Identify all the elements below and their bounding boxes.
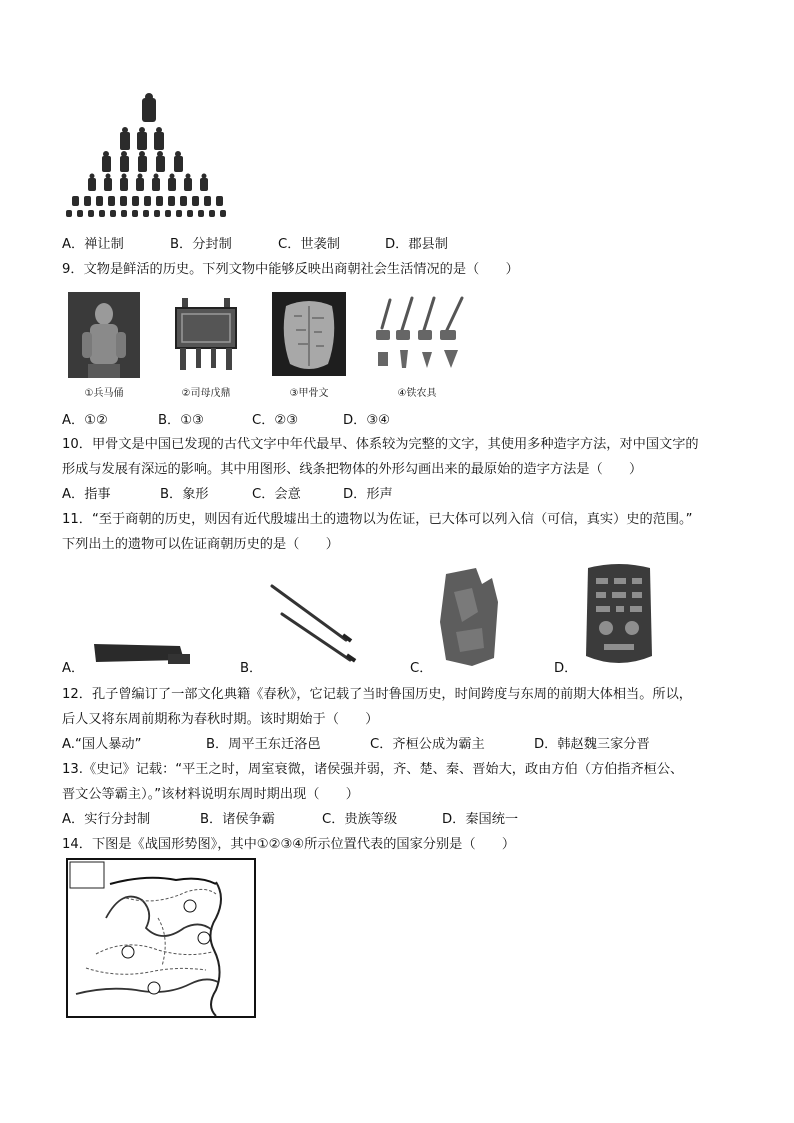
q13-option-d[interactable]: D．秦国统一 — [442, 812, 519, 827]
oracle-bone-photo — [272, 292, 346, 376]
caption-ding: ②司母戊鼎 — [181, 388, 231, 399]
q9-stem: 9．文物是鲜活的历史。下列文物中能够反映出商朝社会生活情况的是（ ） — [62, 262, 519, 277]
q8-option-a[interactable]: A．禅让制 — [62, 237, 124, 252]
q11-option-b[interactable]: B． — [240, 661, 263, 676]
terracotta-warrior-photo — [68, 292, 140, 378]
q11-stem-line2: 下列出土的遗物可以佐证商朝历史的是（ ） — [62, 537, 339, 552]
iron-tools-photo — [372, 294, 470, 374]
q11-option-d[interactable]: D． — [554, 661, 578, 676]
bronze-mask-photo — [580, 560, 658, 672]
simuwu-ding-photo — [168, 296, 244, 374]
q9-option-d[interactable]: D．③④ — [343, 413, 390, 428]
q13-stem-line2: 晋文公等霸主）。”该材料说明东周时期出现（ ） — [62, 787, 359, 802]
q8-option-c[interactable]: C．世袭制 — [278, 237, 340, 252]
q12-stem-line1: 12．孔子曾编订了一部文化典籍《春秋》，它记载了当时鲁国历史，时间跨度与东周的前期大体相当。所以， — [62, 687, 692, 702]
bamboo-slip-photo — [88, 636, 194, 670]
caption-iron-tools: ④铁农具 — [397, 388, 437, 399]
q10-stem-line1: 10．甲骨文是中国已发现的古代文字中年代最早、体系较为完整的文字，其使用多种造字方法，对中国文字的 — [62, 437, 699, 452]
q10-option-b[interactable]: B．象形 — [160, 487, 209, 502]
jade-artifact-photo — [432, 562, 508, 670]
q11-option-c[interactable]: C． — [410, 661, 433, 676]
q8-option-d[interactable]: D．郡县制 — [385, 237, 448, 252]
q12-option-d[interactable]: D．韩赵魏三家分晋 — [534, 737, 650, 752]
q13-option-a[interactable]: A．实行分封制 — [62, 812, 151, 827]
warring-states-map — [66, 858, 256, 1018]
q13-option-b[interactable]: B．诸侯争霸 — [200, 812, 275, 827]
q9-option-b[interactable]: B．①③ — [158, 413, 204, 428]
q12-option-a[interactable]: A.“国人暴动” — [62, 737, 142, 752]
q14-stem: 14．下图是《战国形势图》，其中①②③④所示位置代表的国家分别是（ ） — [62, 837, 516, 852]
q9-option-a[interactable]: A．①② — [62, 413, 108, 428]
q9-option-c[interactable]: C．②③ — [252, 413, 299, 428]
hierarchy-pyramid-image — [62, 92, 234, 220]
q10-stem-line2: 形成与发展有深远的影响。其中用图形、线条把物体的外形勾画出来的最原始的造字方法是（ ） — [62, 462, 643, 477]
caption-terracotta: ①兵马俑 — [84, 388, 124, 399]
q12-stem-line2: 后人又将东周前期称为春秋时期。该时期始于（ ） — [62, 712, 379, 727]
q10-option-d[interactable]: D．形声 — [343, 487, 393, 502]
caption-oracle: ③甲骨文 — [289, 388, 329, 399]
q12-option-c[interactable]: C．齐桓公成为霸主 — [370, 737, 485, 752]
q11-option-a[interactable]: A． — [62, 661, 85, 676]
q13-stem-line1: 13.《史记》记载：“平王之时，周室衰微，诸侯强并弱，齐、楚、秦、晋始大，政由方伯（方伯指齐桓公、 — [62, 762, 684, 777]
q12-option-b[interactable]: B．周平王东迁洛邑 — [206, 737, 321, 752]
q13-option-c[interactable]: C．贵族等级 — [322, 812, 398, 827]
q8-option-b[interactable]: B．分封制 — [170, 237, 232, 252]
q10-option-a[interactable]: A．指事 — [62, 487, 111, 502]
q10-option-c[interactable]: C．会意 — [252, 487, 301, 502]
bronze-swords-photo — [264, 578, 368, 664]
q11-stem-line1: 11．“至于商朝的历史，则因有近代殷墟出土的遗物以为佐证，已大体可以列入信（可信，真实）史的范围。” — [62, 512, 693, 527]
